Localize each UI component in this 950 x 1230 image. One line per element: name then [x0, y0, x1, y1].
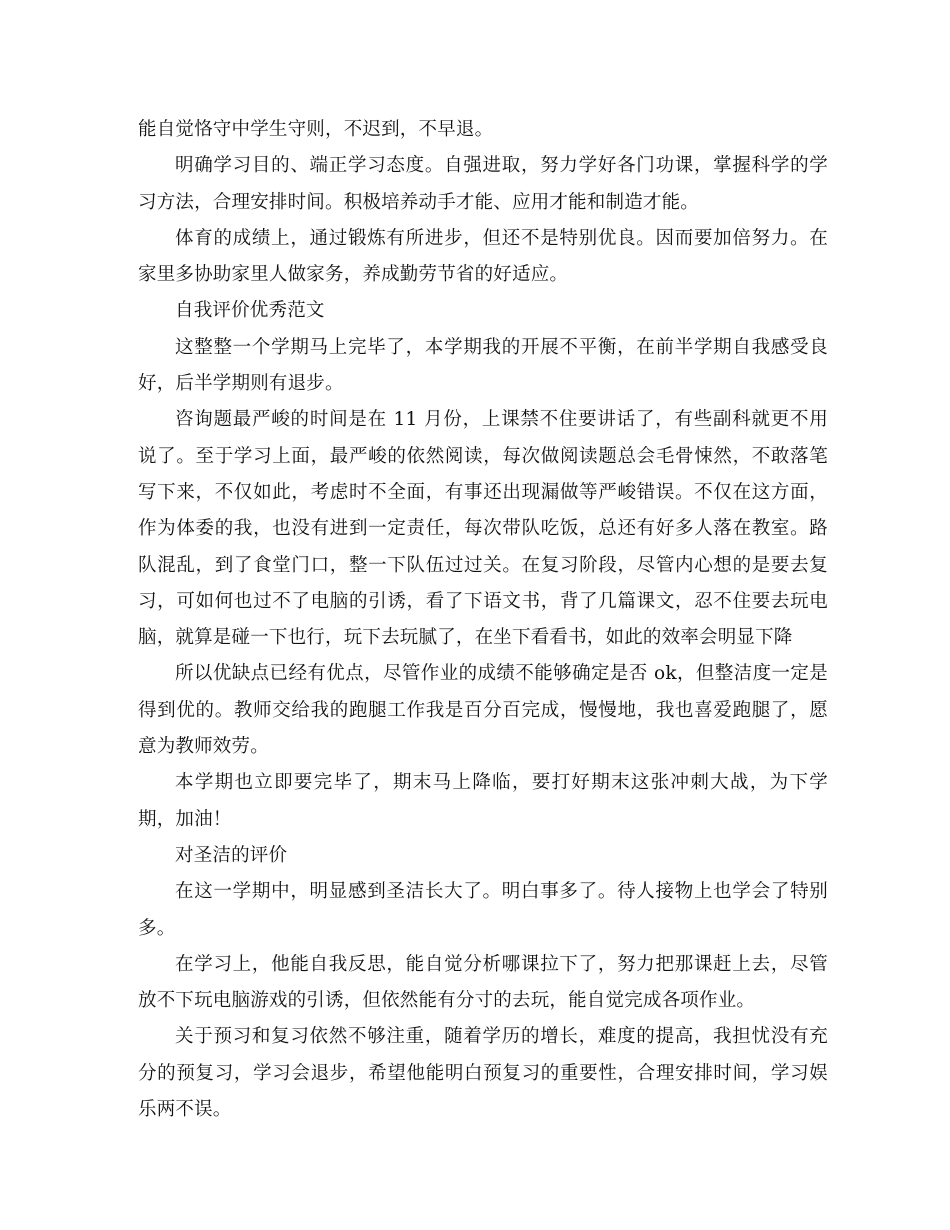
paragraph: 咨询题最严峻的时间是在 11 月份，上课禁不住要讲话了，有些副科就更不用说了。至于学习上面，最严峻的依然阅读，每次做阅读题总会毛骨悚然，不敢落笔写下来，不仅如此，考虑时不全面，有事还出现漏做等严峻错误。不仅在这方面，作为体委的我，也没有进到一定责任，每次带队吃饭，总还有好多人落在教室。路队混乱，到了食堂门口，整一下队伍过过关。在复习阶段，尽管内心想的是要去复习，可如何也过不了电脑的引诱，看了下语文书，背了几篇课文，忍不住要去玩电脑，就算是碰一下也行，玩下去玩腻了，在坐下看看书，如此的效率会明显下降	[138, 409, 828, 649]
paragraph: 在学习上，他能自我反思，能自觉分析哪课拉下了，努力把那课赶上去，尽管放不下玩电脑游戏的引诱，但依然能有分寸的去玩，能自觉完成各项作业。	[138, 953, 828, 1012]
paragraph: 关于预习和复习依然不够注重，随着学历的增长，难度的提高，我担忧没有充分的预复习，学习会退步，希望他能明白预复习的重要性，合理安排时间，学习娱乐两不误。	[138, 1026, 828, 1121]
paragraph: 体育的成绩上，通过锻炼有所进步，但还不是特别优良。因而要加倍努力。在家里多协助家里人做家务，养成勤劳节省的好适应。	[138, 227, 828, 286]
paragraph: 明确学习目的、端正学习态度。自强进取，努力学好各门功课，掌握科学的学习方法，合理安排时间。积极培养动手才能、应用才能和制造才能。	[138, 155, 828, 213]
paragraph: 能自觉恪守中学生守则，不迟到，不早退。	[138, 119, 494, 140]
section-heading: 自我评价优秀范文	[175, 300, 325, 322]
paragraph: 这整整一个学期马上完毕了，本学期我的开展不平衡，在前半学期自我感受良好，后半学期则有退步。	[138, 336, 828, 395]
paragraph: 在这一学期中，明显感到圣洁长大了。明白事多了。待人接物上也学会了特别多。	[138, 881, 828, 939]
document-body	[138, 112, 828, 1128]
section-heading: 对圣洁的评价	[175, 844, 288, 866]
paragraph: 所以优缺点已经有优点，尽管作业的成绩不能够确定是否 ok，但整洁度一定是得到优的。教师交给我的跑腿工作我是百分百完成，慢慢地，我也喜爱跑腿了，愿意为教师效劳。	[138, 663, 828, 758]
paragraph: 本学期也立即要完毕了，期末马上降临，要打好期末这张冲刺大战，为下学期，加油！	[138, 772, 828, 830]
